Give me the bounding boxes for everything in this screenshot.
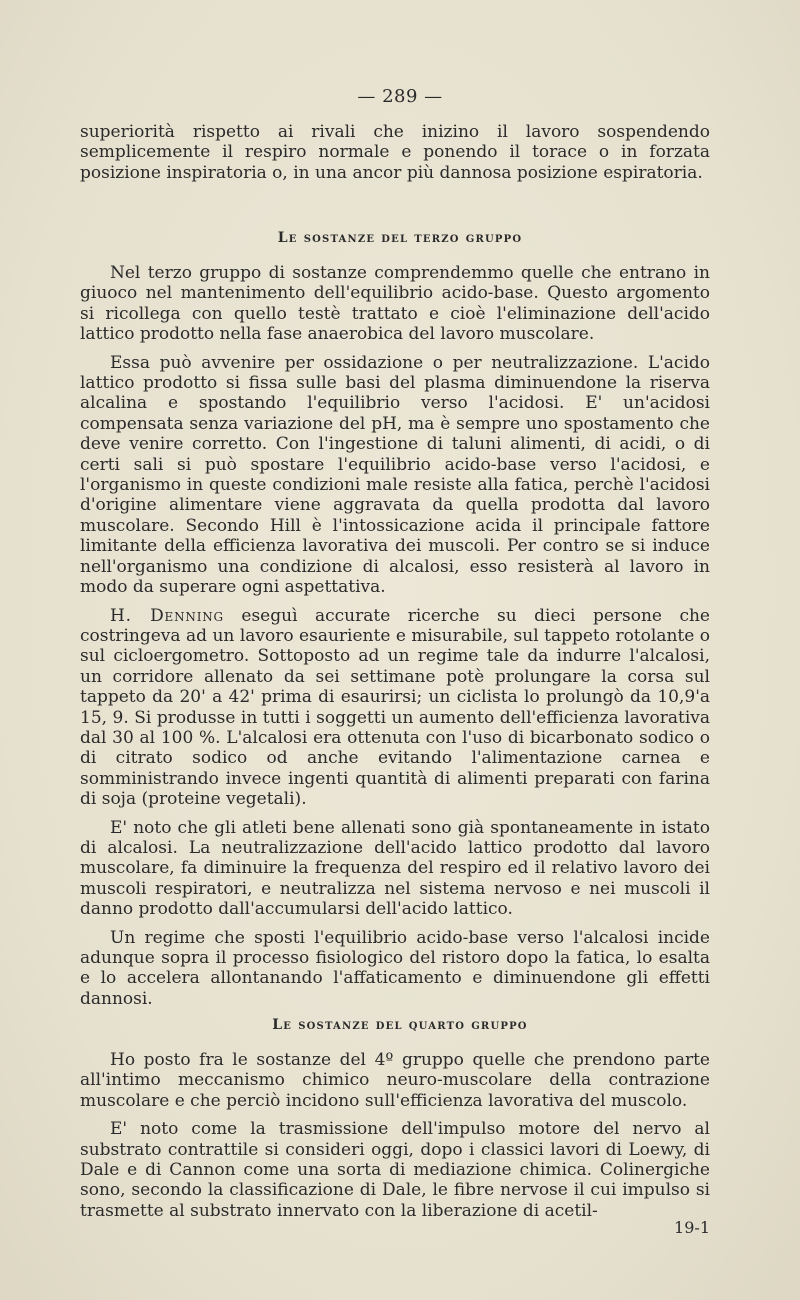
section-fourth-group-body — [80, 1050, 710, 1221]
paragraph: Un regime che sposti l'equilibrio acido-base verso l'alcalosi incide adunque sopra il processo fisiologico del ristoro dopo la fatica, lo esalta e lo accelera allontanando l'affaticamento e diminuendone gli effetti dannosi. — [80, 927, 710, 1009]
paragraph: Ho posto fra le sostanze del 4º gruppo quelle che prendono parte all'intimo meccanismo chimico neuro-muscolare della contrazione muscolare e che perciò incidono sull'efficienza lavorativa del muscolo. — [80, 1050, 710, 1111]
section-heading-third-group: Le sostanze del terzo gruppo — [277, 230, 523, 246]
page-number: — 289 — — [357, 86, 443, 107]
paragraph: E' noto che gli atleti bene allenati sono già spontaneamente in istato di alcalosi. La neutralizzazione dell'acido lattico prodotto dal lavoro muscolare, fa diminuire la frequenza del respiro ed il relativo lavoro dei muscoli respiratori, e neutralizza nel sistema nervoso e nei muscoli il danno prodotto dall'accumularsi dell'acido lattico. — [80, 817, 710, 920]
paragraph-denning — [80, 606, 710, 810]
paragraph: E' noto come la trasmissione dell'impulso motore del nervo al substrato contrattile si consideri oggi, dopo i classici lavori di Loewy, di Dale e di Cannon come una sorta di mediazione chimica. Colinergiche sono, secondo la classificazione di Dale, le fibre nervose il cui impulso si trasmette al substrato innervato con la liberazione di acetil- — [80, 1119, 710, 1221]
intro-paragraph: superiorità rispetto ai rivali che inizino il lavoro sospendendo semplicemente il respiro normale e ponendo il torace o in forzata posizione inspiratoria o, in una ancor più dannosa posizione espiratoria. — [80, 122, 710, 183]
signature-mark: 19-1 — [674, 1218, 710, 1237]
paragraph: Essa può avvenire per ossidazione o per neutralizzazione. L'acido lattico prodotto si fissa sulle basi del plasma diminuendone la riserva alcalina e spostando l'equilibrio verso l'acidosi. E' un'acidosi compensata senza variazione del pH, ma è sempre uno spostamento che deve venire corretto. Con l'ingestione di taluni alimenti, di acidi, o di certi sali si può spostare l'equilibrio acido-base verso l'acidosi, e l'organismo in queste condizioni male resiste alla fatica, perchè l'acidosi d'origine alimentare viene aggravata da quella prodotta dal lavoro muscolare. Secondo Hill è l'intossicazione acida il principale fattore limitante della efficienza lavorativa dei muscoli. Per contro se si induce nell'organismo una condizione di alcalosi, esso resisterà al lavoro in modo da superare ogni aspettativa. — [80, 352, 710, 598]
intro-paragraph-block — [80, 122, 710, 183]
section-third-group-body — [80, 263, 710, 1009]
section-heading-fourth-group: Le sostanze del quarto gruppo — [272, 1017, 528, 1033]
paragraph: Nel terzo gruppo di sostanze comprendemmo quelle che entrano in giuoco nel mantenimento dell'equilibrio acido-base. Questo argomento si ricollega con quello testè trattato e cioè l'eliminazione dell'acido lattico prodotto nella fase anaerobica del lavoro muscolare. — [80, 263, 710, 345]
paragraph-text: eseguì accurate ricerche su dieci persone che costringeva ad un lavoro esauriente e misurabile, sul tappeto rotolante o sul cicloergometro. Sottoposto ad un regime tale da indurre l'alcalosi, un corridore allenato da sei settimane potè prolungare la corsa sul tappeto da 20' a 42' prima di esaurirsi; un ciclista lo prolungò da 10,9'a 15, 9. Si produsse in tutti i soggetti un aumento dell'efficienza lavorativa dal 30 al 100 %. L'alcalosi era ottenuta con l'uso di bicarbonato sodico o di citrato sodico od anche evitando l'alimentazione carnea e somministrando invece ingenti quantità di alimenti preparati con farina di soja (proteine vegetali). — [80, 605, 710, 810]
author-name: H. Denning — [110, 605, 224, 626]
